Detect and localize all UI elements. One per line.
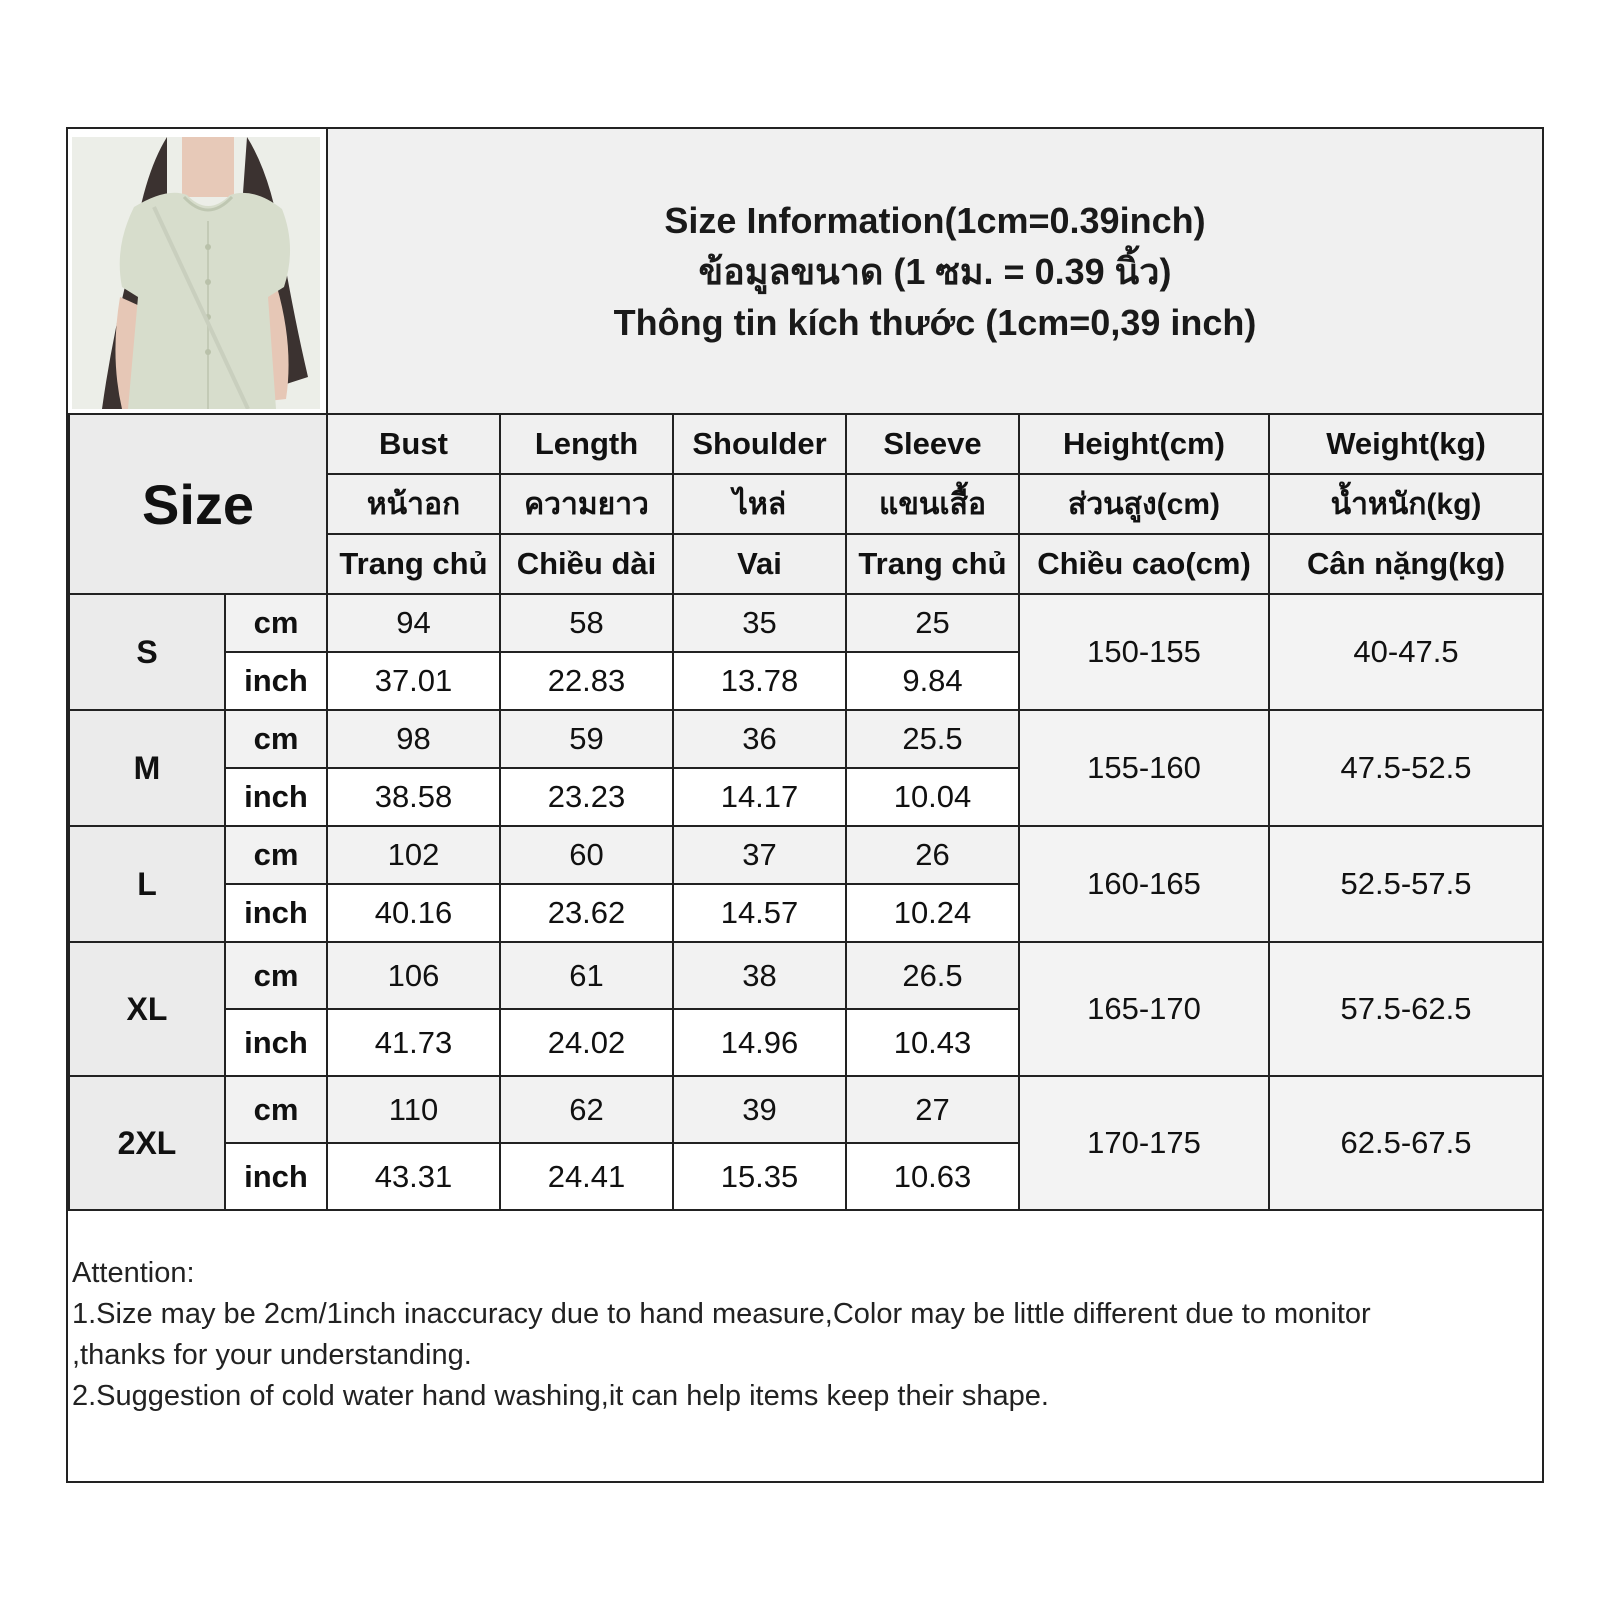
col-header-sleeve-vi: Trang chủ <box>846 534 1019 594</box>
col-header-height-thai: ส่วนสูง(cm) <box>1019 474 1269 534</box>
size-label: 2XL <box>69 1076 225 1210</box>
cell-length-inch: 24.02 <box>500 1009 673 1076</box>
size-chart <box>66 127 1544 1483</box>
unit-cm-label: cm <box>225 826 327 884</box>
cell-length-inch: 23.62 <box>500 884 673 942</box>
size-label: S <box>69 594 225 710</box>
cell-sleeve-cm: 25 <box>846 594 1019 652</box>
cell-height-range: 150-155 <box>1019 594 1269 710</box>
col-header-length-vi: Chiều dài <box>500 534 673 594</box>
cell-bust-inch: 41.73 <box>327 1009 500 1076</box>
cell-shoulder-cm: 36 <box>673 710 846 768</box>
col-header-length: Length <box>500 414 673 474</box>
cell-bust-inch: 40.16 <box>327 884 500 942</box>
cell-height-range: 170-175 <box>1019 1076 1269 1210</box>
cell-weight-range: 47.5-52.5 <box>1269 710 1543 826</box>
cell-bust-inch: 43.31 <box>327 1143 500 1210</box>
col-header-height: Height(cm) <box>1019 414 1269 474</box>
col-header-shoulder-thai: ไหล่ <box>673 474 846 534</box>
col-header-weight-thai: น้ำหนัก(kg) <box>1269 474 1543 534</box>
col-header-shoulder-vi: Vai <box>673 534 846 594</box>
cell-height-range: 155-160 <box>1019 710 1269 826</box>
cell-length-inch: 23.23 <box>500 768 673 826</box>
col-header-sleeve-thai: แขนเสื้อ <box>846 474 1019 534</box>
cell-sleeve-cm: 26 <box>846 826 1019 884</box>
cell-shoulder-inch: 14.96 <box>673 1009 846 1076</box>
cell-sleeve-cm: 25.5 <box>846 710 1019 768</box>
col-header-bust: Bust <box>327 414 500 474</box>
product-photo <box>72 137 320 409</box>
unit-inch-label: inch <box>225 768 327 826</box>
attention-note-1-continued: ,thanks for your understanding. <box>72 1339 472 1371</box>
title-vietnamese: Thông tin kích thước (1cm=0,39 inch) <box>613 301 1257 343</box>
model-wearing-blouse-image <box>72 137 320 409</box>
cell-height-range: 160-165 <box>1019 826 1269 942</box>
attention-note-1: 1.Size may be 2cm/1inch inaccuracy due to hand measure,Color may be little different due to monitor <box>72 1298 1371 1330</box>
cell-shoulder-cm: 37 <box>673 826 846 884</box>
table-row <box>69 710 1543 768</box>
cell-bust-inch: 38.58 <box>327 768 500 826</box>
unit-inch-label: inch <box>225 884 327 942</box>
col-header-weight-vi: Cân nặng(kg) <box>1269 534 1543 594</box>
size-label: L <box>69 826 225 942</box>
cell-length-inch: 22.83 <box>500 652 673 710</box>
cell-weight-range: 52.5-57.5 <box>1269 826 1543 942</box>
attention-heading: Attention: <box>72 1257 195 1289</box>
col-header-bust-vi: Trang chủ <box>327 534 500 594</box>
size-table <box>68 413 1544 1211</box>
cell-weight-range: 62.5-67.5 <box>1269 1076 1543 1210</box>
title-english: Size Information(1cm=0.39inch) <box>664 199 1206 241</box>
table-row <box>69 942 1543 1009</box>
size-label: M <box>69 710 225 826</box>
header-row-english <box>69 414 1543 474</box>
unit-inch-label: inch <box>225 1143 327 1210</box>
attention-notes <box>72 1253 1502 1417</box>
cell-sleeve-cm: 27 <box>846 1076 1019 1143</box>
cell-sleeve-inch: 10.63 <box>846 1143 1019 1210</box>
cell-bust-inch: 37.01 <box>327 652 500 710</box>
col-header-sleeve: Sleeve <box>846 414 1019 474</box>
cell-shoulder-inch: 14.17 <box>673 768 846 826</box>
cell-length-cm: 62 <box>500 1076 673 1143</box>
cell-sleeve-inch: 10.24 <box>846 884 1019 942</box>
cell-sleeve-inch: 10.43 <box>846 1009 1019 1076</box>
cell-length-cm: 59 <box>500 710 673 768</box>
cell-weight-range: 40-47.5 <box>1269 594 1543 710</box>
cell-height-range: 165-170 <box>1019 942 1269 1076</box>
unit-inch-label: inch <box>225 652 327 710</box>
cell-length-inch: 24.41 <box>500 1143 673 1210</box>
cell-shoulder-cm: 38 <box>673 942 846 1009</box>
unit-inch-label: inch <box>225 1009 327 1076</box>
unit-cm-label: cm <box>225 594 327 652</box>
cell-bust-cm: 110 <box>327 1076 500 1143</box>
cell-bust-cm: 102 <box>327 826 500 884</box>
cell-bust-cm: 106 <box>327 942 500 1009</box>
cell-bust-cm: 98 <box>327 710 500 768</box>
cell-sleeve-inch: 9.84 <box>846 652 1019 710</box>
cell-shoulder-inch: 15.35 <box>673 1143 846 1210</box>
unit-cm-label: cm <box>225 710 327 768</box>
col-header-height-vi: Chiều cao(cm) <box>1019 534 1269 594</box>
cell-weight-range: 57.5-62.5 <box>1269 942 1543 1076</box>
cell-sleeve-inch: 10.04 <box>846 768 1019 826</box>
table-row <box>69 594 1543 652</box>
col-header-bust-thai: หน้าอก <box>327 474 500 534</box>
size-column-header: Size <box>69 414 327 594</box>
size-label: XL <box>69 942 225 1076</box>
cell-shoulder-inch: 14.57 <box>673 884 846 942</box>
unit-cm-label: cm <box>225 942 327 1009</box>
col-header-length-thai: ความยาว <box>500 474 673 534</box>
unit-cm-label: cm <box>225 1076 327 1143</box>
cell-length-cm: 61 <box>500 942 673 1009</box>
col-header-shoulder: Shoulder <box>673 414 846 474</box>
cell-sleeve-cm: 26.5 <box>846 942 1019 1009</box>
cell-length-cm: 58 <box>500 594 673 652</box>
table-row <box>69 1076 1543 1143</box>
cell-bust-cm: 94 <box>327 594 500 652</box>
title-thai: ข้อมูลขนาด (1 ซม. = 0.39 นิ้ว) <box>698 250 1172 292</box>
cell-shoulder-inch: 13.78 <box>673 652 846 710</box>
cell-shoulder-cm: 35 <box>673 594 846 652</box>
title-box <box>326 129 1542 413</box>
attention-note-2: 2.Suggestion of cold water hand washing,it can help items keep their shape. <box>72 1380 1049 1412</box>
table-row <box>69 826 1543 884</box>
col-header-weight: Weight(kg) <box>1269 414 1543 474</box>
cell-shoulder-cm: 39 <box>673 1076 846 1143</box>
cell-length-cm: 60 <box>500 826 673 884</box>
